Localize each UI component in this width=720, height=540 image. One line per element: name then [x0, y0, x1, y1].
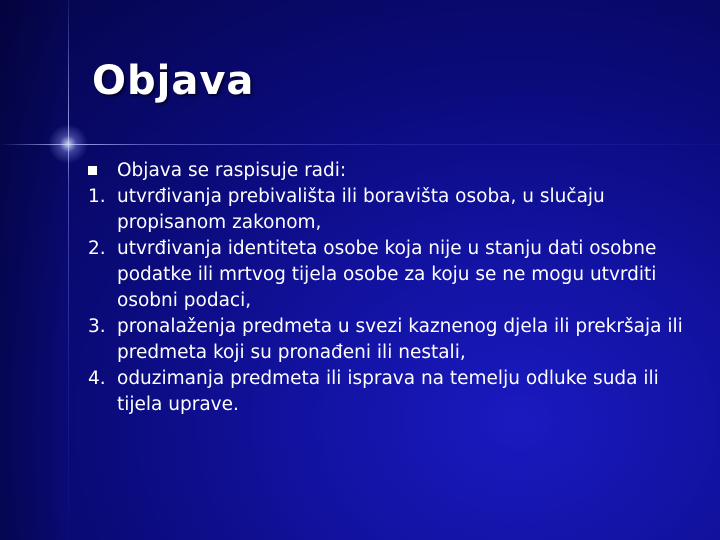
- list-item-number: 2.: [88, 238, 106, 259]
- list-item: [88, 184, 698, 236]
- list-item-number: 4.: [88, 368, 106, 389]
- list-item: [88, 236, 698, 314]
- list-item-number: 3.: [88, 316, 106, 337]
- list-item: [88, 366, 698, 418]
- list-item-text: utvrđivanja identiteta osobe koja nije u stanju dati osobne podatke ili mrtvog tijela osobe za koju se ne mogu utvrditi osobni podaci,: [117, 238, 657, 311]
- list-item: [88, 314, 698, 366]
- list-item-text: oduzimanja predmeta ili isprava na temelju odluke suda ili tijela uprave.: [117, 368, 659, 415]
- decorative-star-glow: [48, 124, 88, 164]
- list-item-number: 1.: [88, 186, 106, 207]
- left-shade-band: [0, 0, 68, 540]
- intro-bullet: [88, 158, 698, 184]
- decorative-vertical-line: [68, 0, 69, 540]
- intro-text: Objava se raspisuje radi:: [117, 160, 347, 181]
- list-item-text: utvrđivanja prebivališta ili boravišta osoba, u slučaju propisanom zakonom,: [117, 186, 605, 233]
- slide-title: Objava: [92, 58, 255, 104]
- slide-content: [88, 158, 698, 418]
- square-bullet-icon: [88, 166, 97, 175]
- decorative-horizontal-line: [0, 144, 720, 145]
- list-item-text: pronalaženja predmeta u svezi kaznenog djela ili prekršaja ili predmeta koji su pronađeni ili nestali,: [117, 316, 683, 363]
